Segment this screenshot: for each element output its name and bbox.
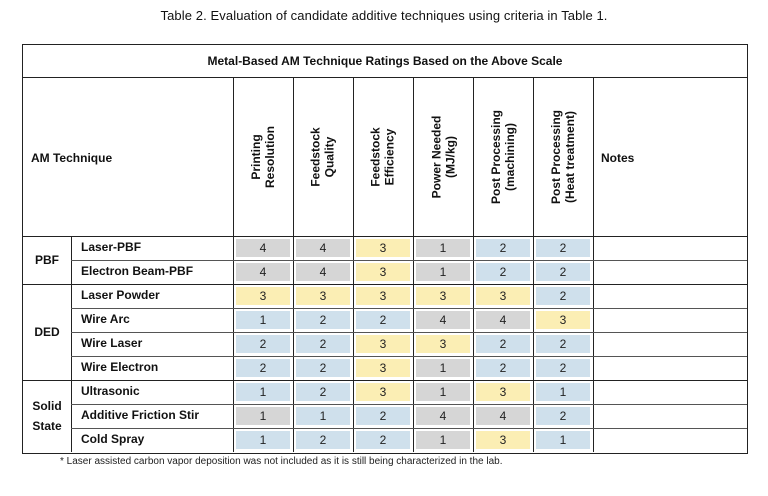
- rating-cell: 2: [476, 239, 530, 257]
- rating-cell: 3: [296, 287, 350, 305]
- row-separator: [71, 308, 747, 309]
- row-label: Cold Spray: [81, 432, 145, 446]
- rating-cell: 2: [536, 263, 590, 281]
- rating-cell: 3: [476, 383, 530, 401]
- column-header-label: Power Needed (MJ/kg): [429, 115, 458, 199]
- rating-cell: 3: [356, 239, 410, 257]
- rating-cell: 4: [296, 239, 350, 257]
- rating-cell: 2: [356, 311, 410, 329]
- rating-cell: 1: [416, 359, 470, 377]
- technique-header: AM Technique: [31, 151, 113, 165]
- row-label: Wire Electron: [81, 360, 159, 374]
- rating-cell: 3: [416, 335, 470, 353]
- rating-cell: 2: [536, 335, 590, 353]
- rating-cell: 3: [476, 287, 530, 305]
- row-separator: [71, 404, 747, 405]
- row-separator: [71, 428, 747, 429]
- column-header: [473, 78, 533, 236]
- rating-cell: 3: [416, 287, 470, 305]
- row-label: Wire Laser: [81, 336, 143, 350]
- footnote: * Laser assisted carbon vapor deposition was not included as it is still being characterized in the lab.: [60, 456, 503, 467]
- rating-cell: 2: [296, 383, 350, 401]
- rating-cell: 3: [356, 287, 410, 305]
- rating-cell: 2: [296, 335, 350, 353]
- rating-cell: 4: [416, 407, 470, 425]
- rating-cell: 2: [536, 407, 590, 425]
- rating-cell: 1: [536, 383, 590, 401]
- column-header-label: Post Processing (Heat treatment): [549, 109, 577, 205]
- group-separator: [23, 380, 747, 381]
- ratings-table: [22, 44, 748, 454]
- rating-cell: 4: [236, 263, 290, 281]
- rating-cell: 3: [356, 263, 410, 281]
- rating-cell: 3: [356, 335, 410, 353]
- rating-cell: 4: [416, 311, 470, 329]
- rating-cell: 2: [476, 335, 530, 353]
- rating-cell: 4: [476, 407, 530, 425]
- rating-cell: 2: [476, 263, 530, 281]
- row-label: Ultrasonic: [81, 384, 140, 398]
- rating-cell: 1: [236, 431, 290, 449]
- rating-cell: 2: [296, 431, 350, 449]
- rating-cell: 2: [236, 335, 290, 353]
- rating-cell: 3: [476, 431, 530, 449]
- column-header-label: Feedstock Efficiency: [368, 127, 397, 187]
- rating-cell: 1: [416, 263, 470, 281]
- rating-cell: 1: [416, 239, 470, 257]
- column-header: [353, 78, 413, 236]
- column-header-label: Feedstock Quality: [308, 127, 337, 187]
- rating-cell: 4: [476, 311, 530, 329]
- row-label: Wire Arc: [81, 312, 130, 326]
- group-divider: [71, 236, 72, 452]
- group-separator: [23, 284, 747, 285]
- rating-cell: 1: [416, 383, 470, 401]
- rating-cell: 1: [236, 383, 290, 401]
- column-header: [413, 78, 473, 236]
- rating-cell: 2: [356, 431, 410, 449]
- rating-cell: 3: [236, 287, 290, 305]
- column-header: [233, 78, 293, 236]
- rating-cell: 2: [296, 359, 350, 377]
- row-separator: [71, 332, 747, 333]
- rating-cell: 1: [536, 431, 590, 449]
- header-divider: [23, 236, 747, 237]
- row-label: Additive Friction Stir: [81, 408, 200, 422]
- rating-cell: 4: [236, 239, 290, 257]
- row-label: Electron Beam-PBF: [81, 264, 194, 278]
- notes-header: Notes: [601, 151, 635, 165]
- group-label: PBF: [35, 253, 59, 267]
- group-label: Solid State: [32, 399, 62, 433]
- rating-cell: 2: [236, 359, 290, 377]
- rating-cell: 3: [356, 383, 410, 401]
- row-label: Laser-PBF: [81, 240, 142, 254]
- rating-cell: 3: [536, 311, 590, 329]
- rating-cell: 1: [296, 407, 350, 425]
- column-header-label: Post Processing (machining): [489, 109, 517, 205]
- rating-cell: 1: [236, 311, 290, 329]
- table-banner: Metal-Based AM Technique Ratings Based on the Above Scale: [23, 45, 747, 78]
- rating-cell: 4: [296, 263, 350, 281]
- rating-cell: 2: [296, 311, 350, 329]
- rating-cell: 2: [536, 287, 590, 305]
- rating-cell: 2: [356, 407, 410, 425]
- rating-cell: 1: [236, 407, 290, 425]
- column-header: [293, 78, 353, 236]
- rating-cell: 2: [536, 359, 590, 377]
- row-separator: [71, 356, 747, 357]
- table-caption: Table 2. Evaluation of candidate additive techniques using criteria in Table 1.: [160, 8, 608, 23]
- rating-cell: 1: [416, 431, 470, 449]
- row-separator: [71, 260, 747, 261]
- rating-cell: 2: [536, 239, 590, 257]
- column-header: [533, 78, 593, 236]
- row-label: Laser Powder: [81, 288, 160, 302]
- column-divider: [593, 78, 594, 452]
- group-label: DED: [34, 325, 60, 339]
- rating-cell: 2: [476, 359, 530, 377]
- rating-cell: 3: [356, 359, 410, 377]
- column-header-label: Printing Resolution: [249, 126, 277, 188]
